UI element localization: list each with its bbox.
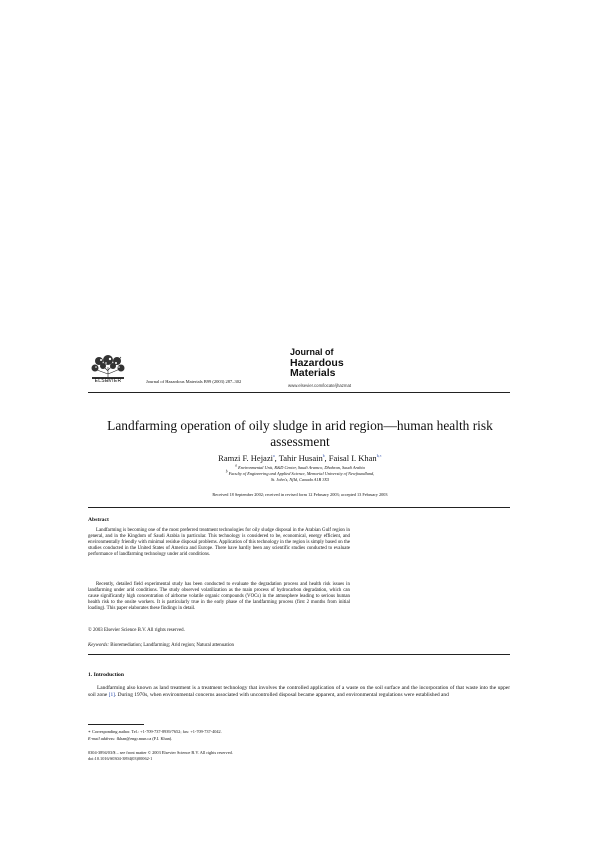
journal-logo-line2: Hazardous <box>290 356 344 369</box>
journal-citation: Journal of Hazardous Materials B99 (2003) 287–302 <box>146 379 242 384</box>
keywords-label: Keywords: <box>88 643 110 648</box>
email-label: E-mail address: <box>88 736 116 741</box>
affiliation-line: $^a$ Environmental Unit, R&D Center, Saudi Aramco, Dhahran, Saudi Arabia <box>235 463 365 470</box>
front-matter-notice: 0304-3894/03/$ – see front matter © 2003 Elsevier Science B.V. All rights reserved. <box>88 750 233 755</box>
abstract-paragraph-1: Landfarming is becoming one of the most preferred treatment technologies for oily sludge disposal in the Arabian Gulf region in general, and in the Kingdom of Saudi Arabia in particular. This technology is considered to be, economical, energy efficient, and environmentally friendly with minimal residue disposal problems. Application of this technology in the region is simply based on the studies conducted in the United States of America and Europe. There have hardly been any scientific studies conducted to evaluate performance of landfarming technology under arid conditions. <box>88 528 350 557</box>
footnote-divider <box>88 724 144 725</box>
abstract-top-divider <box>88 507 510 508</box>
affiliations <box>120 465 480 482</box>
abstract-heading: Abstract <box>88 517 109 523</box>
publisher-name: ELSEVIER <box>94 378 122 384</box>
abstract-bottom-divider <box>88 654 510 655</box>
corresponding-author-footnote: ∗ Corresponding author. Tel.: +1-709-737-8939/7652; fax: +1-709-737-4042. <box>88 729 222 734</box>
journal-logo-line1: Journal of <box>290 347 334 357</box>
affiliation-line: $^b$ Faculty of Engineering and Applied Science, Memorial University of Newfoundland, <box>225 469 375 476</box>
copyright-notice: © 2003 Elsevier Science B.V. All rights reserved. <box>88 628 185 633</box>
affiliation-line: St. John's, NfId, Canada A1B 3X5 <box>270 476 330 482</box>
affiliation-marker[interactable]: a <box>272 454 275 459</box>
header-divider <box>88 392 510 393</box>
journal-logo <box>290 347 370 379</box>
section-heading-introduction: 1. Introduction <box>88 672 124 678</box>
email-footnote <box>88 736 510 741</box>
author-name: Faisal I. Khan <box>328 453 377 463</box>
introduction-paragraph: Landfarming also known as land treatment is a treatment technology that involves the controlled application of a waste on the soil surface and the incorporation of that waste into the upper soil zone [1]. During 1970s, when environmental concerns associated with uncontrolled disposal became apparent, and environmental regulations were established and <box>88 685 510 699</box>
doi: doi:10.1016/S0304-3894(03)00062-1 <box>88 756 153 761</box>
received-dates: Received 18 September 2002; received in revised form 12 February 2003; accepted 13 February 2003 <box>212 492 388 497</box>
affiliation-marker[interactable]: b <box>322 454 325 459</box>
abstract-paragraph-2: Recently, detailed field experimental study has been conducted to evaluate the degradation process and health risk issues in landfarming under arid conditions. The study observed volatilization as the main process of hydrocarbon degradation, which can cause significantly high concentration of airborne volatile organic compounds (VOCs) in the atmosphere leading to serious human health risk to the onsite workers. It is particularly true in the early phase of the landfarming process (first 2 months from initial loading). This paper elaborates these findings in detail. <box>88 582 350 611</box>
author-list: Ramzi F. Hejazi$^a$, Tahir Husain$^b$, Faisal I. Khan$^{b,∗}$ <box>218 453 382 463</box>
affiliation-marker[interactable]: b,∗ <box>376 454 382 459</box>
keywords <box>88 643 388 649</box>
author-name: Tahir Husain <box>278 453 323 463</box>
article-title: Landfarming operation of oily sludge in arid region—human health risk assessment <box>107 418 493 449</box>
email-address[interactable]: fkhan@engr.mun.ca (F.I. Khan). <box>116 736 173 741</box>
author-name: Ramzi F. Hejazi <box>218 453 273 463</box>
journal-url-link[interactable]: www.elsevier.com/locate/jhazmat <box>288 383 352 388</box>
citation-link[interactable]: [1] <box>108 692 115 699</box>
keywords-text: Bioremediation; Landfarming; Arid region; Natural attenuation <box>110 643 234 648</box>
journal-logo-line3: Materials <box>290 367 336 379</box>
